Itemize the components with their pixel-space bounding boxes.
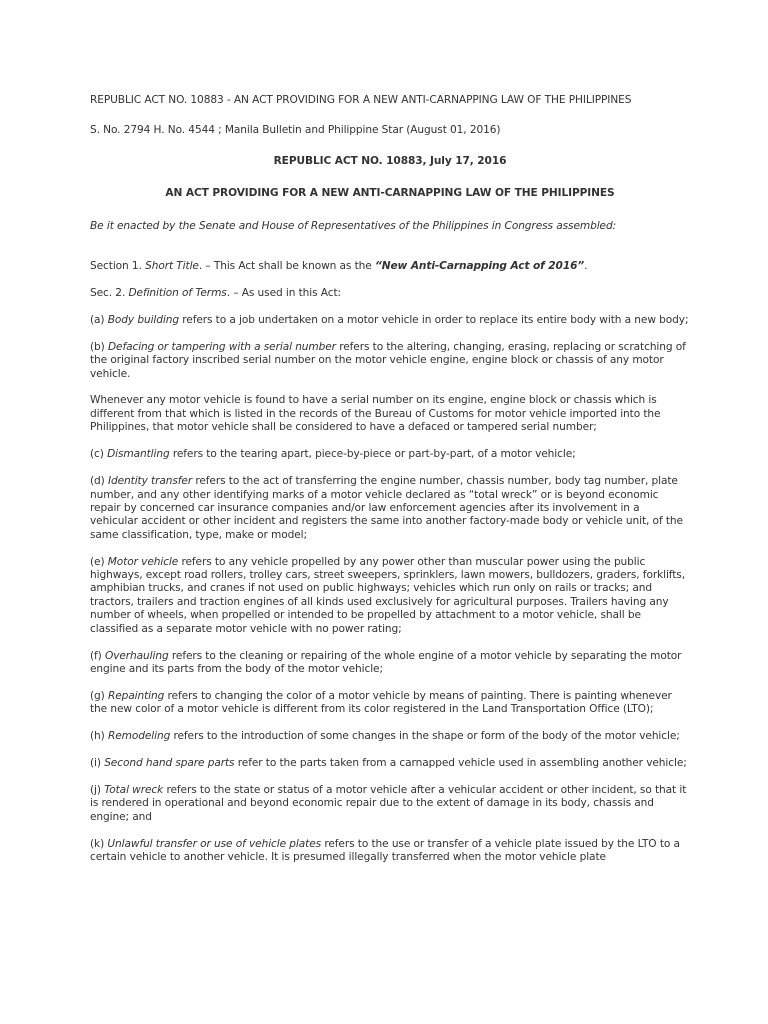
definition-letter: (e) — [90, 555, 108, 568]
definition-term: Overhauling — [104, 649, 169, 662]
definition-letter: (j) — [90, 784, 105, 796]
definition-term: Second hand spare parts — [104, 757, 235, 770]
definition-text: refers to the introduction of some changes in the shape or form of the body of the motor vehicle; — [170, 730, 680, 743]
definition-term: Defacing or tampering with a serial number — [107, 340, 336, 353]
definition-term: Identity transfer — [107, 475, 193, 488]
enacting-clause: Be it enacted by the Senate and House of Representatives of the Philippines in Congress assembled: — [90, 219, 617, 232]
definition-text: Whenever any motor vehicle is found to have a serial number on its engine, engine block or chassis which is different from that which is listed in the records of the Bureau of Customs for motor vehicle imported into the Philippines, that motor vehicle shall be considered to have a defaced or tampered serial number; — [90, 394, 661, 434]
definition-text: refers to a job undertaken on a motor vehicle in order to replace its entire body with a new body; — [178, 313, 689, 326]
section-1-end: . — [584, 260, 588, 273]
definition-letter: (g) — [90, 689, 108, 702]
definition-letter: (k) — [90, 837, 108, 850]
definition-paragraph — [90, 838, 690, 865]
definition-letter: (d) — [90, 475, 108, 488]
section-1-paragraph — [90, 260, 690, 273]
section-2-term: Definition of Terms — [128, 286, 227, 299]
definition-term: Unlawful transfer or use of vehicle plates — [107, 837, 322, 850]
definition-letter: (h) — [90, 730, 108, 743]
definition-letter: (b) — [90, 340, 108, 353]
definition-paragraph — [90, 448, 690, 461]
definition-paragraph — [90, 556, 690, 636]
definition-term: Remodeling — [107, 730, 171, 743]
section-1-prefix: Section 1. — [90, 260, 146, 273]
definition-paragraph — [90, 784, 690, 824]
definition-term: Dismantling — [107, 448, 170, 461]
definition-term: Motor vehicle — [107, 555, 179, 568]
republic-act-date-heading: REPUBLIC ACT NO. 10883, July 17, 2016 — [273, 154, 507, 167]
definition-paragraph — [90, 650, 690, 677]
definition-paragraph — [90, 690, 690, 717]
definition-letter: (f) — [90, 649, 105, 662]
definition-paragraph — [90, 475, 690, 542]
section-1-term: Short Title — [145, 260, 199, 273]
definition-paragraph — [90, 757, 690, 770]
section-2-text: . – As used in this Act: — [226, 286, 342, 299]
definition-text: refers to the altering, changing, erasing, replacing or scratching of the original factory inscribed serial number on the motor vehicle engine, engine block or chassis of any motor vehicle. — [90, 340, 686, 380]
definition-text: refer to the parts taken from a carnapped vehicle used in assembling another vehicle; — [234, 757, 687, 770]
definition-text: refers to the tearing apart, piece-by-piece or part-by-part, of a motor vehicle; — [169, 448, 576, 461]
definition-paragraph — [90, 730, 690, 743]
section-1-text: . – This Act shall be known as the — [198, 260, 375, 273]
section-2-paragraph — [90, 287, 690, 300]
act-title-heading: AN ACT PROVIDING FOR A NEW ANTI-CARNAPPING LAW OF THE PHILIPPINES — [165, 187, 615, 200]
definition-letter: (i) — [90, 757, 105, 770]
publication-source-line: S. No. 2794 H. No. 4544 ; Manila Bulletin and Philippine Star (August 01, 2016) — [90, 124, 501, 137]
definition-text: refers to the state or status of a motor vehicle after a vehicular accident or other incident, so that it is rendered in operational and beyond economic repair due to the extent of damage in its body, chassis and engine; and — [90, 784, 687, 823]
definition-paragraph — [90, 314, 690, 327]
definition-text: refers to changing the color of a motor vehicle by means of painting. There is painting whenever the new color of a motor vehicle is different from its color registered in the Land Transportation Office (LTO); — [90, 689, 672, 716]
document-page — [90, 94, 690, 878]
definition-paragraph — [90, 394, 690, 434]
definition-text: refers to any vehicle propelled by any power other than muscular power using the public highways, except road rollers, trolley cars, street sweepers, sprinklers, lawn mowers, bulldozers, graders, forklifts, amphibian trucks, and cranes if not used on public highways; vehicles which run only on rails or tracks; and tractors, trailers and traction engines of all kinds used exclusively for agricultural purposes. Trailers having any number of wheels, when propelled or intended to be propelled by attachment to a motor vehicle, shall be classified as a separate motor vehicle with no power rating; — [90, 555, 685, 635]
definition-paragraph — [90, 341, 690, 381]
document-header-line: REPUBLIC ACT NO. 10883 - AN ACT PROVIDING FOR A NEW ANTI-CARNAPPING LAW OF THE PHILIPPINES — [90, 94, 632, 106]
definition-text: refers to the act of transferring the engine number, chassis number, body tag number, plate number, and any other identifying marks of a motor vehicle declared as “total wreck” or is beyond economic repair by concerned car insurance companies and/or law enforcement agencies after its involvement in a vehicular accident or other incident and registers the same into another factory-made body or vehicle unit, of the same classification, type, make or model; — [90, 475, 683, 541]
definition-letter: (c) — [90, 448, 108, 461]
definitions-list — [90, 314, 690, 865]
definition-text: refers to the use or transfer of a vehicle plate issued by the LTO to a certain vehicle to another vehicle. It is presumed illegally transferred when the motor vehicle plate — [90, 837, 680, 864]
definition-letter: (a) — [90, 313, 108, 326]
definition-term: Body building — [107, 313, 179, 326]
definition-term: Total wreck — [104, 784, 164, 796]
definition-text: refers to the cleaning or repairing of the whole engine of a motor vehicle by separating the motor engine and its parts from the body of the motor vehicle; — [90, 649, 682, 675]
section-1-act-name: “New Anti-Carnapping Act of 2016” — [374, 260, 585, 273]
definition-term: Repainting — [107, 689, 165, 702]
section-2-prefix: Sec. 2. — [90, 286, 129, 299]
